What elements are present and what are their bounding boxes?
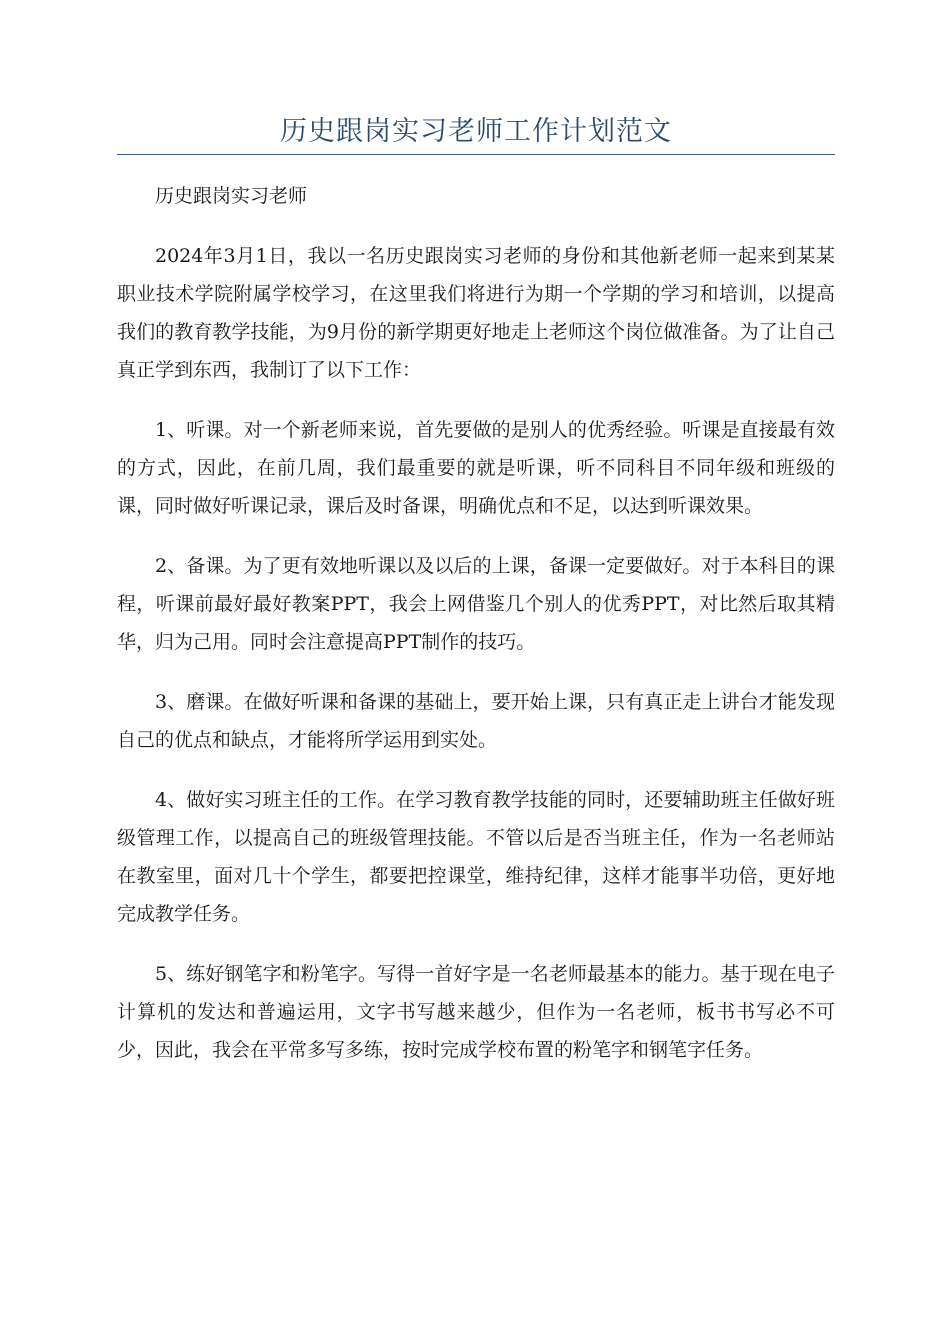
document-body (117, 177, 835, 1069)
paragraph-item-5: 5、练好钢笔字和粉笔字。写得一首好字是一名老师最基本的能力。基于现在电子计算机的发达和普遍运用，文字书写越来越少，但作为一名老师，板书书写必不可少，因此，我会在平常多写多练，按时完成学校布置的粉笔字和钢笔字任务。 (117, 963, 835, 1061)
document-title: 历史跟岗实习老师工作计划范文 (280, 116, 672, 147)
paragraph-item-3: 3、磨课。在做好听课和备课的基础上，要开始上课，只有真正走上讲台才能发现自己的优点和缺点，才能将所学运用到实处。 (117, 691, 835, 751)
paragraph-subtitle: 历史跟岗实习老师 (155, 185, 308, 207)
document-page (117, 0, 835, 1091)
paragraph-intro: 2024年3月1日，我以一名历史跟岗实习老师的身份和其他新老师一起来到某某职业技术学院附属学校学习，在这里我们将进行为期一个学期的学习和培训，以提高我们的教育教学技能，为9月份的新学期更好地走上老师这个岗位做准备。为了让自己真正学到东西，我制订了以下工作： (117, 245, 835, 381)
title-underline (117, 154, 835, 155)
paragraph-item-2: 2、备课。为了更有效地听课以及以后的上课，备课一定要做好。对于本科目的课程，听课前最好最好教案PPT，我会上网借鉴几个别人的优秀PPT，对比然后取其精华，归为己用。同时会注意提高PPT制作的技巧。 (117, 555, 835, 653)
paragraph-item-4: 4、做好实习班主任的工作。在学习教育教学技能的同时，还要辅助班主任做好班级管理工作，以提高自己的班级管理技能。不管以后是否当班主任，作为一名老师站在教室里，面对几十个学生，都要把控课堂，维持纪律，这样才能事半功倍，更好地完成教学任务。 (117, 789, 835, 925)
paragraph-item-1: 1、听课。对一个新老师来说，首先要做的是别人的优秀经验。听课是直接最有效的方式，因此，在前几周，我们最重要的就是听课，听不同科目不同年级和班级的课，同时做好听课记录，课后及时备课，明确优点和不足，以达到听课效果。 (117, 419, 835, 517)
